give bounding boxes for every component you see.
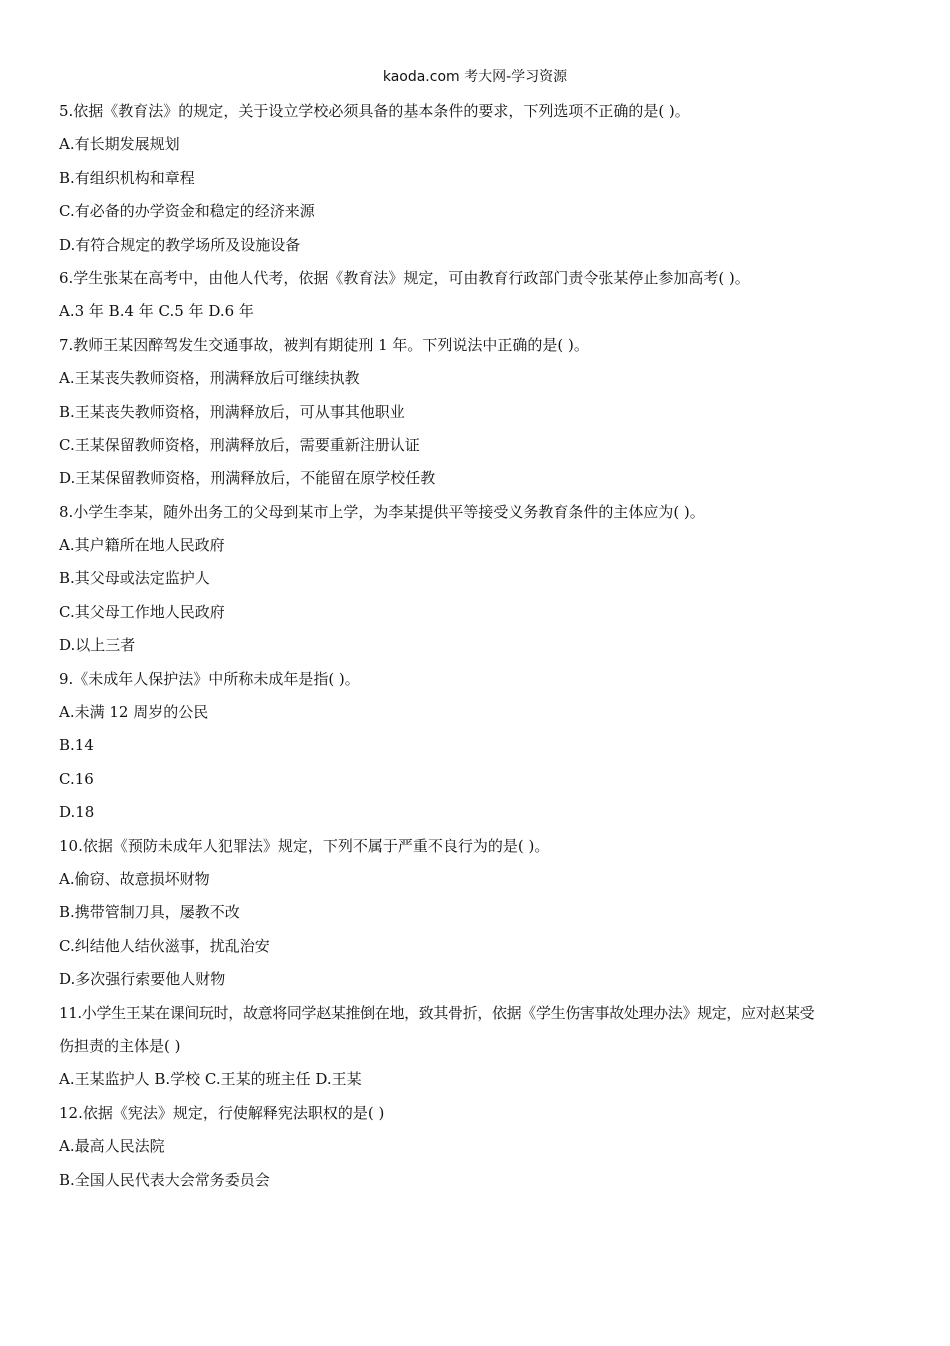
question-5-option-a: A.有长期发展规划 bbox=[59, 135, 180, 154]
question-5-option-d: D.有符合规定的教学场所及设施设备 bbox=[59, 235, 301, 254]
question-12-option-a: A.最高人民法院 bbox=[59, 1137, 165, 1156]
question-8-stem: 8.小学生李某，随外出务工的父母到某市上学，为李某提供平等接受义务教育条件的主体应为( )。 bbox=[59, 502, 705, 521]
question-9-option-d: D.18 bbox=[59, 803, 95, 822]
question-7-option-b: B.王某丧失教师资格，刑满释放后，可从事其他职业 bbox=[59, 402, 405, 421]
question-7-stem: 7.教师王某因醉驾发生交通事故，被判有期徒刑 1 年。下列说法中正确的是( )。 bbox=[59, 335, 589, 354]
question-8-option-d: D.以上三者 bbox=[59, 636, 136, 655]
question-9-option-b: B.14 bbox=[59, 736, 94, 755]
question-6-options: A.3 年 B.4 年 C.5 年 D.6 年 bbox=[59, 302, 254, 321]
question-10-option-c: C.纠结他人结伙滋事，扰乱治安 bbox=[59, 936, 270, 955]
question-5-option-b: B.有组织机构和章程 bbox=[59, 168, 195, 187]
question-10-option-b: B.携带管制刀具，屡教不改 bbox=[59, 903, 240, 922]
question-5-stem: 5.依据《教育法》的规定，关于设立学校必须具备的基本条件的要求，下列选项不正确的是( )。 bbox=[59, 102, 690, 120]
question-12-option-b: B.全国人民代表大会常务委员会 bbox=[59, 1170, 270, 1189]
question-list bbox=[59, 95, 899, 1197]
question-5-option-c: C.有必备的办学资金和稳定的经济来源 bbox=[59, 202, 315, 221]
question-7-option-d: D.王某保留教师资格，刑满释放后，不能留在原学校任教 bbox=[59, 469, 436, 488]
question-7-option-c: C.王某保留教师资格，刑满释放后，需要重新注册认证 bbox=[59, 435, 420, 454]
question-9-option-a: A.未满 12 周岁的公民 bbox=[59, 703, 209, 722]
question-8-option-b: B.其父母或法定监护人 bbox=[59, 569, 210, 588]
question-11-options: A.王某监护人 B.学校 C.王某的班主任 D.王某 bbox=[59, 1070, 362, 1089]
question-12-stem: 12.依据《宪法》规定，行使解释宪法职权的是( ) bbox=[59, 1103, 385, 1122]
question-7-option-a: A.王某丧失教师资格，刑满释放后可继续执教 bbox=[59, 369, 360, 388]
page-header: kaoda.com 考大网-学习资源 bbox=[382, 69, 568, 85]
question-11-stem-line-1: 11.小学生王某在课间玩时，故意将同学赵某推倒在地，致其骨折，依据《学生伤害事故处理办法》规定，应对赵某受 bbox=[59, 1003, 815, 1022]
question-9-option-c: C.16 bbox=[59, 769, 94, 788]
question-9-stem: 9.《未成年人保护法》中所称未成年是指( )。 bbox=[59, 669, 360, 688]
question-11-stem-line-2: 伤担责的主体是( ) bbox=[59, 1036, 181, 1055]
question-10-option-a: A.偷窃、故意损坏财物 bbox=[59, 869, 210, 888]
question-6-stem: 6.学生张某在高考中，由他人代考，依据《教育法》规定，可由教育行政部门责令张某停止参加高考( )。 bbox=[59, 268, 750, 287]
question-10-stem: 10.依据《预防未成年人犯罪法》规定，下列不属于严重不良行为的是( )。 bbox=[59, 836, 550, 855]
question-10-option-d: D.多次强行索要他人财物 bbox=[59, 970, 226, 989]
question-8-option-a: A.其户籍所在地人民政府 bbox=[59, 536, 225, 555]
question-8-option-c: C.其父母工作地人民政府 bbox=[59, 602, 225, 621]
